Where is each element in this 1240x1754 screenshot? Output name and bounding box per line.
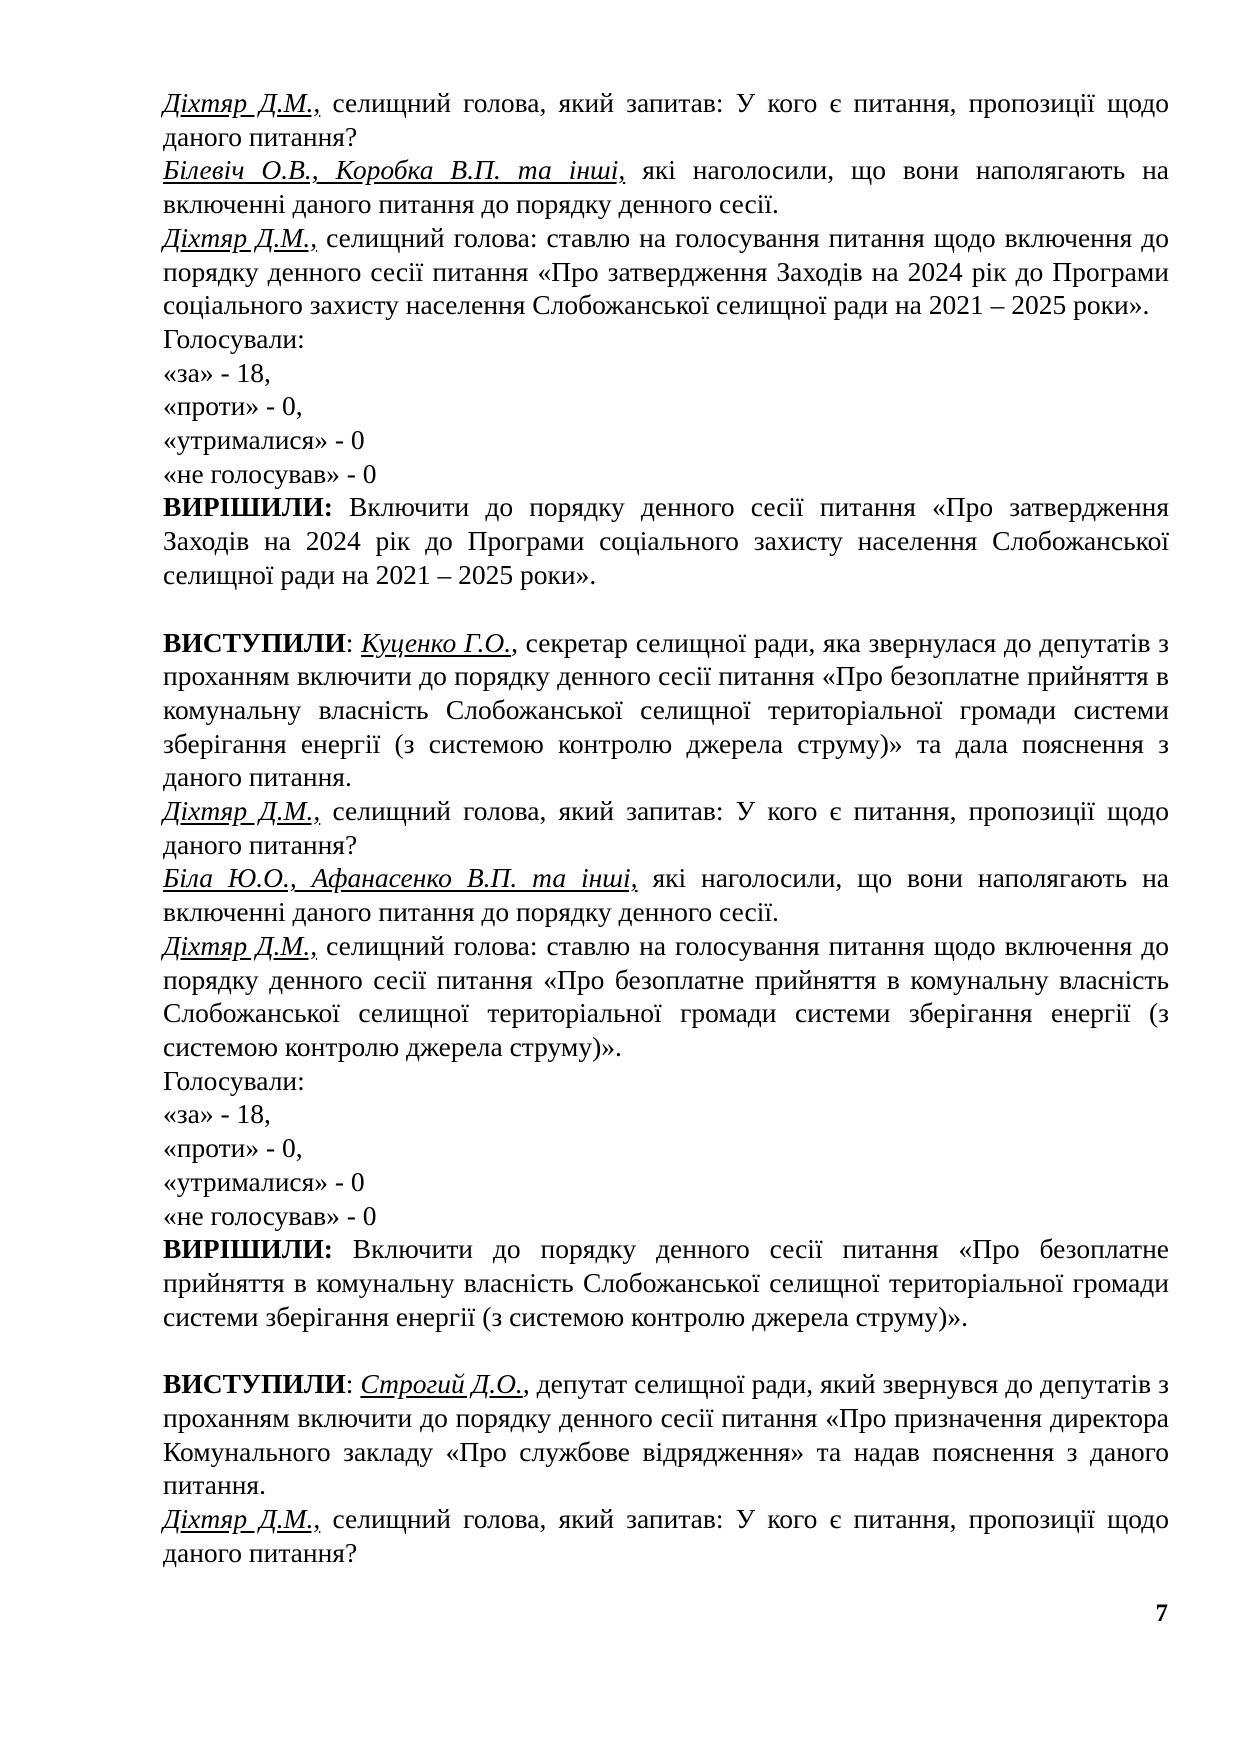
speaker-name: Діхтяр Д.М., bbox=[163, 1503, 321, 1535]
paragraph bbox=[163, 153, 1169, 220]
section-gap bbox=[163, 1333, 1169, 1367]
paragraph bbox=[163, 1502, 1169, 1569]
vote-against: «проти» - 0, bbox=[163, 1132, 303, 1164]
speaker-name: Діхтяр Д.М., bbox=[163, 221, 318, 253]
speaker-name: Діхтяр Д.М., bbox=[163, 795, 321, 827]
paragraph-text: селищний голова, який запитав: У кого є питання, пропозиції щодо даного питання? bbox=[163, 87, 1170, 152]
vote-for: «за» - 18, bbox=[163, 1098, 271, 1130]
paragraph bbox=[163, 221, 1169, 322]
speaker-name: Білевіч О.В., Коробка В.П. та інші, bbox=[163, 154, 626, 186]
vote-for: «за» - 18, bbox=[163, 356, 271, 388]
page-number: 7 bbox=[1155, 1600, 1168, 1627]
colon: : bbox=[345, 626, 362, 658]
speaker-name: Куценко Г.О. bbox=[361, 626, 512, 658]
paragraph bbox=[163, 794, 1169, 861]
vote-abstain: «утрималися» - 0 bbox=[163, 424, 365, 456]
paragraph bbox=[163, 861, 1169, 928]
decision-text: Включити до порядку денного сесії питання «Про безоплатне прийняття в комунальну власність Слобожанської селищної територіальної громади системи зберігання енергії (з системою контролю джерела струму)». bbox=[163, 1233, 1169, 1332]
speaker-name: Діхтяр Д.М., bbox=[163, 929, 318, 961]
spoke-label: ВИСТУПИЛИ bbox=[163, 1368, 346, 1400]
paragraph-text: які наголосили, що вони наполягають на включенні даного питання до порядку денного сесії. bbox=[163, 154, 1169, 220]
paragraph-text: які наголосили, що вони наполягають на включенні даного питання до порядку денного сесії. bbox=[163, 862, 1169, 928]
paragraph bbox=[163, 929, 1169, 1064]
spoke-paragraph bbox=[163, 626, 1169, 795]
spoke-label: ВИСТУПИЛИ bbox=[163, 626, 346, 658]
speaker-name: Біла Ю.О., Афанасенко В.П. та інші, bbox=[163, 862, 638, 894]
decision-text: Включити до порядку денного сесії питання «Про затвердження Заходів на 2024 рік до Програми соціального захисту населення Слобожанської селищної ради на 2021 – 2025 роки». bbox=[163, 491, 1169, 590]
paragraph bbox=[163, 86, 1169, 153]
decision-paragraph bbox=[163, 490, 1169, 591]
speaker-name: Діхтяр Д.М., bbox=[163, 87, 321, 118]
vote-not-voted: «не голосував» - 0 bbox=[163, 1199, 377, 1231]
speaker-name: Строгий Д.О. bbox=[360, 1368, 523, 1400]
paragraph-text: селищний голова, який запитав: У кого є питання, пропозиції щодо даного питання? bbox=[163, 795, 1170, 860]
paragraph-text: , секретар селищної ради, яка звернулася до депутатів з проханням включити до порядку денного сесії питання «Про безоплатне прийняття в комунальну власність Слобожанської селищної територіальної громади системи зберігання енергії (з системою контролю джерела струму)» та дала пояснення з даного питання. bbox=[163, 626, 1169, 793]
decided-label: ВИРІШИЛИ: bbox=[163, 1233, 333, 1265]
decision-paragraph bbox=[163, 1232, 1169, 1333]
votes-header: Голосували: bbox=[163, 322, 305, 354]
vote-not-voted: «не голосував» - 0 bbox=[163, 457, 377, 489]
decided-label: ВИРІШИЛИ: bbox=[163, 491, 333, 523]
colon: : bbox=[345, 1368, 361, 1400]
spoke-paragraph bbox=[163, 1367, 1169, 1502]
paragraph-text: , депутат селищної ради, який звернувся до депутатів з проханням включити до порядку денного сесії питання «Про призначення директора Комунального закладу «Про службове відрядження» та надав пояснення з даного питання. bbox=[163, 1368, 1170, 1501]
paragraph-text: селищний голова: ставлю на голосування питання щодо включення до порядку денного сесії питання «Про затвердження Заходів на 2024 рік до Програми соціального захисту населення Слобожанської селищної ради на 2021 – 2025 роки». bbox=[163, 221, 1169, 321]
section-gap bbox=[163, 592, 1169, 626]
vote-abstain: «утрималися» - 0 bbox=[163, 1165, 365, 1197]
paragraph-text: селищний голова, який запитав: У кого є питання, пропозиції щодо даного питання? bbox=[163, 1503, 1170, 1568]
document-body bbox=[163, 86, 1169, 1570]
vote-against: «проти» - 0, bbox=[163, 390, 303, 422]
paragraph-text: селищний голова: ставлю на голосування питання щодо включення до порядку денного сесії питання «Про безоплатне прийняття в комунальну власність Слобожанської селищної територіальної громади системи зберігання енергії (з системою контролю джерела струму)». bbox=[163, 929, 1169, 1062]
votes-header: Голосували: bbox=[163, 1064, 305, 1096]
